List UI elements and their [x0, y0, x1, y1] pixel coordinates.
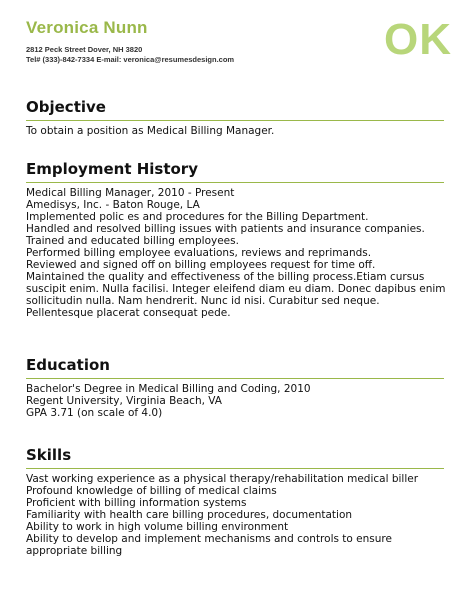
objective-body — [26, 125, 444, 137]
employment-line: sollicitudin nulla. Nam hendrerit. Nunc id nisi. Curabitur sed neque. — [26, 295, 380, 307]
objective-section — [26, 98, 444, 137]
skills-line: Profound knowledge of billing of medical claims — [26, 485, 277, 497]
employment-line: Medical Billing Manager, 2010 - Present — [26, 187, 235, 199]
employment-line: Implemented polic es and procedures for the Billing Department. — [26, 211, 369, 223]
employment-line: Amedisys, Inc. - Baton Rouge, LA — [26, 199, 200, 211]
employment-body — [26, 187, 444, 319]
objective-text: To obtain a position as Medical Billing Manager. — [26, 125, 275, 137]
employment-line: suscipit enim. Nulla facilisi. Integer eleifend diam eu diam. Donec dapibus enim — [26, 283, 446, 295]
employment-section — [26, 160, 444, 319]
education-line: Bachelor's Degree in Medical Billing and Coding, 2010 — [26, 383, 311, 395]
skills-body — [26, 473, 444, 557]
employment-line: Performed billing employee evaluations, reviews and reprimands. — [26, 247, 372, 259]
section-title-objective: Objective — [26, 98, 444, 121]
education-line: Regent University, Virginia Beach, VA — [26, 395, 222, 407]
employment-line: Handled and resolved billing issues with patients and insurance companies. — [26, 223, 425, 235]
employment-line: Pellentesque placerat consequat pede. — [26, 307, 231, 319]
employment-line: Reviewed and signed off on billing employees request for time off. — [26, 259, 376, 271]
section-title-education: Education — [26, 356, 444, 379]
skills-line: Vast working experience as a physical therapy/rehabilitation medical biller — [26, 473, 419, 485]
section-title-employment: Employment History — [26, 160, 444, 183]
resume-header — [26, 15, 456, 78]
skills-line: Ability to develop and implement mechanisms and controls to ensure — [26, 533, 392, 545]
initials-monogram: OK — [384, 15, 452, 64]
employment-line: Trained and educated billing employees. — [26, 235, 239, 247]
contact-address: 2812 Peck Street Dover, NH 3820 — [26, 45, 143, 54]
education-section — [26, 356, 444, 419]
skills-section — [26, 446, 444, 557]
skills-line: Proficient with billing information systems — [26, 497, 247, 509]
candidate-name: Veronica Nunn — [26, 18, 148, 37]
skills-line: Familiarity with health care billing procedures, documentation — [26, 509, 353, 521]
skills-line: Ability to work in high volume billing environment — [26, 521, 289, 533]
education-body — [26, 383, 444, 419]
skills-line: appropriate billing — [26, 545, 123, 557]
contact-phone-email: Tel# (333)-842-7334 E-mail: veronica@resumesdesign.com — [26, 55, 235, 64]
employment-line: Maintained the quality and effectiveness of the billing process.Etiam cursus — [26, 271, 425, 283]
section-title-skills: Skills — [26, 446, 444, 469]
education-line: GPA 3.71 (on scale of 4.0) — [26, 407, 163, 419]
